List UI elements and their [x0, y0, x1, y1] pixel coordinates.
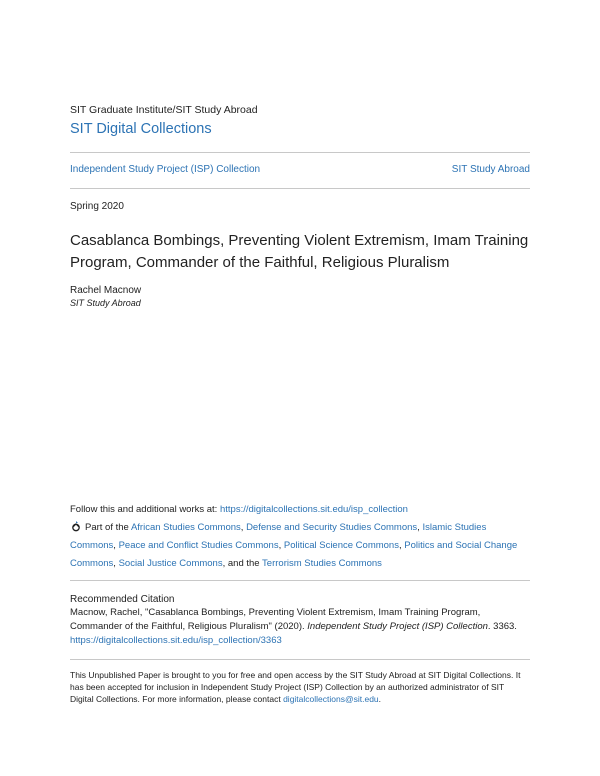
follow-line [70, 504, 408, 515]
open-access-icon [70, 520, 82, 532]
commons-link-defense-security[interactable]: Defense and Security Studies Commons [246, 522, 418, 533]
citation-url-link[interactable]: https://digitalcollections.sit.edu/isp_collection/3363 [70, 635, 282, 646]
follow-prefix: Follow this and additional works at: [70, 504, 220, 515]
top-divider [70, 152, 530, 153]
footer-divider [70, 659, 530, 660]
footer-text: This Unpublished Paper is brought to you for free and open access by the SIT Study Abroad at SIT Digital Collections. It has been accepted for inclusion in Independent Study Project (ISP) Collection by an authorized administrator of SIT Digital Collections. For more information, please contact [70, 670, 521, 704]
program-link[interactable]: SIT Study Abroad [451, 164, 530, 175]
paper-title: Casablanca Bombings, Preventing Violent Extremism, Imam Training Program, Commander of the Faithful, Religious Pluralism [70, 232, 529, 271]
citation-number: . 3363. [487, 621, 517, 632]
institution-name: SIT Graduate Institute/SIT Study Abroad [70, 104, 258, 116]
commons-link-political-science[interactable]: Political Science Commons [283, 540, 399, 551]
citation-text-block [70, 606, 530, 648]
commons-link-terrorism-studies[interactable]: Terrorism Studies Commons [262, 558, 382, 569]
footer-end: . [378, 694, 382, 704]
citation-series: Independent Study Project (ISP) Collection [307, 621, 488, 632]
commons-link-african-studies[interactable]: African Studies Commons [130, 522, 241, 533]
citation-heading: Recommended Citation [70, 594, 175, 605]
publication-date: Spring 2020 [70, 201, 124, 212]
commons-link-social-justice[interactable]: Social Justice Commons [118, 558, 223, 569]
commons-link-politics-social-change[interactable]: Politics and Social Change Commons [70, 540, 518, 569]
and-the-text: and the [227, 558, 260, 569]
collection-link[interactable]: Independent Study Project (ISP) Collection [70, 164, 261, 175]
commons-link-peace-conflict[interactable]: Peace and Conflict Studies Commons [118, 540, 279, 551]
nav-divider [70, 188, 530, 189]
part-of-commons: Part of the African Studies Commons, Defense and Security Studies Commons, Islamic Studies Commons, Peace and Conflict Studies Commons, Political Science Commons, Politics and Social Change Commons, Social Justice Commons, and the Terrorism Studies Commons [70, 522, 518, 569]
citation-text: Macnow, Rachel, "Casablanca Bombings, Preventing Violent Extremism, Imam Training Program, Commander of the Faithful, Religious Pluralism" (2020). [70, 607, 481, 632]
author-name: Rachel Macnow [70, 285, 142, 296]
part-of-prefix: Part of the [85, 522, 131, 533]
contact-email-link[interactable]: digitalcollections@sit.edu [283, 694, 379, 704]
citation-divider [70, 580, 530, 581]
follow-link[interactable]: https://digitalcollections.sit.edu/isp_collection [219, 504, 408, 515]
commons-link-islamic-studies[interactable]: Islamic Studies Commons [70, 522, 487, 551]
footer-notice [70, 669, 530, 705]
author-affiliation: SIT Study Abroad [70, 298, 141, 308]
site-name-link[interactable]: SIT Digital Collections [70, 121, 212, 137]
